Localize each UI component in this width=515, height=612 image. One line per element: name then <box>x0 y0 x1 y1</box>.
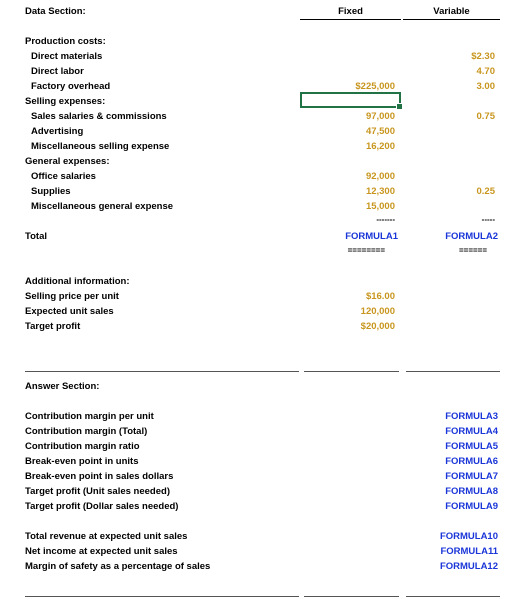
row-label[interactable]: Expected unit sales <box>25 306 114 317</box>
row-label[interactable]: Break-even point in units <box>25 456 139 467</box>
input-value[interactable]: $20,000 <box>360 321 395 332</box>
row-label[interactable]: Supplies <box>31 186 71 197</box>
total-label: Total <box>25 231 47 242</box>
variable-value[interactable]: $2.30 <box>471 51 495 62</box>
variable-dash-line: ----- <box>481 215 495 224</box>
fixed-value[interactable]: 16,200 <box>365 141 395 152</box>
fixed-header: Fixed <box>338 6 363 17</box>
data-section-label: Data Section: <box>25 6 86 17</box>
formula-cell[interactable]: FORMULA9 <box>445 501 498 512</box>
row-label[interactable]: Direct materials <box>31 51 103 62</box>
row-label[interactable]: Margin of safety as a percentage of sales <box>25 561 211 572</box>
row-label[interactable]: Target profit (Dollar sales needed) <box>25 501 179 512</box>
variable-header-underline <box>403 19 500 20</box>
row-label[interactable]: Break-even point in sales dollars <box>25 471 174 482</box>
formula-cell[interactable]: FORMULA7 <box>445 471 498 482</box>
total-variable-formula[interactable]: FORMULA2 <box>445 231 498 242</box>
section-divider <box>304 371 399 372</box>
row-label[interactable]: Contribution margin (Total) <box>25 426 148 437</box>
row-label[interactable]: Contribution margin ratio <box>25 441 140 452</box>
fixed-value[interactable]: 47,500 <box>365 126 395 137</box>
row-label[interactable]: Office salaries <box>31 171 96 182</box>
formula-cell[interactable]: FORMULA3 <box>445 411 498 422</box>
row-label[interactable]: Direct labor <box>31 66 84 77</box>
variable-value[interactable]: 4.70 <box>476 66 495 77</box>
formula-cell[interactable]: FORMULA4 <box>445 426 498 437</box>
row-label[interactable]: Target profit <box>25 321 81 332</box>
selling-expenses-title: Selling expenses: <box>25 96 106 107</box>
row-label[interactable]: Miscellaneous selling expense <box>31 141 170 152</box>
fixed-value[interactable]: 92,000 <box>365 171 395 182</box>
row-label[interactable]: Total revenue at expected unit sales <box>25 531 188 542</box>
fixed-value[interactable]: 15,000 <box>365 201 395 212</box>
section-divider <box>25 371 299 372</box>
variable-value[interactable]: 0.25 <box>476 186 495 197</box>
row-label[interactable]: Target profit (Unit sales needed) <box>25 486 170 497</box>
section-divider <box>406 596 500 597</box>
formula-cell[interactable]: FORMULA11 <box>440 546 498 557</box>
formula-cell[interactable]: FORMULA8 <box>445 486 498 497</box>
variable-value[interactable]: 3.00 <box>476 81 495 92</box>
section-divider <box>25 596 299 597</box>
row-label[interactable]: Net income at expected unit sales <box>25 546 178 557</box>
additional-info-title: Additional information: <box>25 276 130 287</box>
fixed-value[interactable]: $225,000 <box>355 81 395 92</box>
fixed-value[interactable]: 12,300 <box>365 186 395 197</box>
fill-handle[interactable] <box>396 103 403 110</box>
formula-cell[interactable]: FORMULA5 <box>445 441 498 452</box>
fixed-dash-line: ------- <box>376 215 395 224</box>
row-label[interactable]: Selling price per unit <box>25 291 119 302</box>
variable-value[interactable]: 0.75 <box>476 111 495 122</box>
variable-double-underline: ====== <box>458 246 487 255</box>
row-label[interactable]: Contribution margin per unit <box>25 411 154 422</box>
fixed-header-underline <box>300 19 401 20</box>
fixed-value[interactable]: 97,000 <box>365 111 395 122</box>
answer-section-title: Answer Section: <box>25 381 100 392</box>
formula-cell[interactable]: FORMULA6 <box>445 456 498 467</box>
input-value[interactable]: $16.00 <box>365 291 395 302</box>
variable-header: Variable <box>433 6 470 17</box>
formula-cell[interactable]: FORMULA12 <box>439 561 498 572</box>
row-label[interactable]: Factory overhead <box>31 81 111 92</box>
formula-cell[interactable]: FORMULA10 <box>439 531 498 542</box>
row-label[interactable]: Miscellaneous general expense <box>31 201 174 212</box>
total-fixed-formula[interactable]: FORMULA1 <box>345 231 398 242</box>
selected-cell[interactable] <box>300 92 401 108</box>
production-costs-title: Production costs: <box>25 36 106 47</box>
general-expenses-title: General expenses: <box>25 156 110 167</box>
row-label[interactable]: Advertising <box>31 126 84 137</box>
fixed-double-underline: ======== <box>347 246 385 255</box>
row-label[interactable]: Sales salaries & commissions <box>31 111 167 122</box>
input-value[interactable]: 120,000 <box>360 306 395 317</box>
section-divider <box>406 371 500 372</box>
section-divider <box>304 596 399 597</box>
